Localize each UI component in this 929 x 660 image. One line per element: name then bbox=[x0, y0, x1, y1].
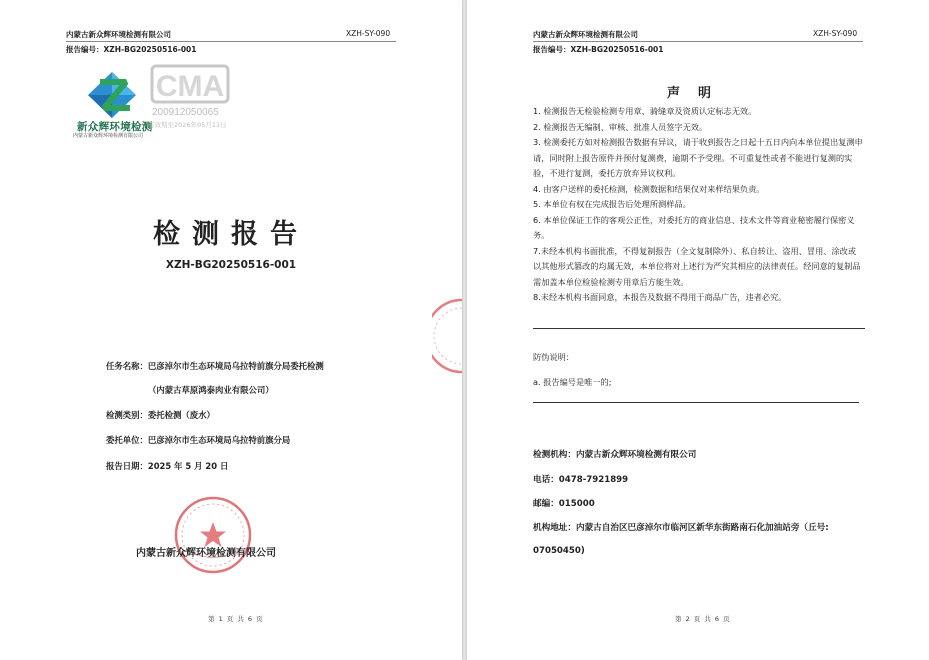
header-code: XZH-SY-090 bbox=[346, 29, 391, 38]
statement-item: 7.未经本机构书面批准，不得复制报告（全文复制除外）、私自转让、盗用、冒用、涂改或以其他形式篡改的均属无效，本单位将对上述行为严究其相应的法律责任。经同意的复制品需加盖本单位检验检测专用章后方能生效。 bbox=[533, 245, 861, 287]
date-label: 报告日期： bbox=[106, 461, 148, 471]
statement-item: 2. 检测报告无编制、审核、批准人员签字无效。 bbox=[533, 121, 708, 132]
report-no-value: XZH-BG20250516-001 bbox=[103, 45, 197, 54]
page-footer: 第 1 页 共 6 页 bbox=[208, 615, 264, 623]
task-name-row-2 bbox=[148, 384, 274, 396]
statement-item: 6. 本单位保证工作的客观公正性，对委托方的商业信息、技术文件等商业秘密履行保密义务。 bbox=[533, 214, 855, 240]
report-no-label: 报告编号： bbox=[66, 45, 104, 54]
cma-text: CMA bbox=[155, 70, 225, 103]
task-value: 巴彦淖尔市生态环境局乌拉特前旗分局委托检测 bbox=[147, 361, 324, 371]
bottom-company-name: 内蒙古新众辉环境检测有限公司 bbox=[136, 548, 276, 559]
cma-valid-date: 有效期至2026年05月11日 bbox=[148, 121, 227, 129]
divider-line bbox=[533, 328, 865, 329]
page-footer: 第 2 页 共 6 页 bbox=[675, 615, 731, 623]
date-value: 2025 年 5 月 20 日 bbox=[147, 461, 229, 471]
client-value: 巴彦淖尔市生态环境局乌拉特前旗分局 bbox=[147, 435, 291, 445]
postcode-value: 015000 bbox=[558, 499, 595, 509]
header-divider bbox=[533, 41, 863, 42]
statement-item: 1. 检测报告无检验检测专用章、骑缝章及资质认定标志无效。 bbox=[533, 106, 757, 116]
header-company: 内蒙古新众辉环境检测有限公司 bbox=[533, 30, 638, 39]
report-no-label: 报告编号： bbox=[533, 45, 571, 54]
header-code: XZH-SY-090 bbox=[813, 29, 858, 38]
task-value-2: （内蒙古草原鸿泰肉业有限公司） bbox=[148, 385, 274, 395]
statement-item: 3. 检测委托方如对检测报告数据有异议，请于收到报告之日起十五日内向本单位提出复测申请，同时附上报告原件并预付复测费，逾期不予受理。不可重复性或者不能进行复测的实验，不进行复测，委托方放弃异议权利。 bbox=[533, 137, 863, 178]
divider-line bbox=[533, 402, 859, 403]
address-row bbox=[533, 521, 829, 533]
statement-item: 8.未经本机构书面同意，本报告及数据不得用于商品广告，违者必究。 bbox=[533, 292, 787, 302]
statement-item: 4. 由客户送样的委托检测，检测数据和结果仅对来样结果负责。 bbox=[533, 183, 765, 194]
phone-row bbox=[533, 473, 628, 485]
company-logo-icon bbox=[86, 70, 138, 120]
statement-page bbox=[467, 0, 929, 660]
category-row bbox=[106, 409, 215, 421]
date-row bbox=[106, 460, 228, 472]
task-name-row bbox=[106, 360, 324, 372]
report-title: 检测报告 bbox=[153, 219, 309, 250]
category-label: 检测类别： bbox=[106, 410, 148, 420]
phone-label: 电话： bbox=[533, 475, 559, 485]
task-label: 任务名称： bbox=[106, 361, 148, 371]
client-row bbox=[106, 434, 290, 446]
logo-name: 新众辉环境检测 bbox=[77, 121, 153, 133]
report-cover-page bbox=[0, 0, 462, 660]
address-value-2: 07050450) bbox=[533, 546, 585, 556]
logo-subtitle: 内蒙古新众辉环境检测有限公司 bbox=[73, 133, 144, 139]
category-value: 委托检测（废水） bbox=[147, 410, 215, 420]
cma-number: 200912050065 bbox=[152, 107, 219, 118]
anti-fake-label: 防伪说明： bbox=[533, 352, 574, 362]
phone-value: 0478-7921899 bbox=[558, 475, 629, 485]
cma-mark-icon bbox=[144, 62, 234, 130]
address-value: 内蒙古自治区巴彦淖尔市临河区新华东街路南石化加油站旁（丘号: bbox=[575, 523, 829, 533]
anti-fake-item-a: a. 报告编号是唯一的; bbox=[533, 377, 612, 387]
statement-item: 5. 本单位有权在完成报告后处理所测样品。 bbox=[533, 199, 691, 209]
address-label: 机构地址： bbox=[533, 523, 576, 533]
org-label: 检测机构： bbox=[533, 450, 576, 460]
org-value: 内蒙古新众辉环境检测有限公司 bbox=[575, 450, 697, 460]
client-label: 委托单位： bbox=[106, 435, 148, 445]
statement-title: 声明 bbox=[666, 86, 729, 101]
header-report-no bbox=[66, 44, 197, 55]
seam-seal-icon bbox=[432, 296, 462, 376]
header-divider bbox=[66, 41, 396, 42]
header-report-no bbox=[533, 44, 664, 55]
postcode-row bbox=[533, 497, 595, 509]
report-number: XZH-BG20250516-001 bbox=[165, 259, 297, 271]
postcode-label: 邮编： bbox=[533, 499, 559, 509]
org-row bbox=[533, 448, 696, 460]
company-seal-icon bbox=[172, 494, 254, 576]
address-row-2 bbox=[533, 546, 585, 556]
header-company: 内蒙古新众辉环境检测有限公司 bbox=[66, 30, 171, 39]
report-no-value: XZH-BG20250516-001 bbox=[570, 45, 664, 54]
statement-list bbox=[533, 104, 863, 306]
